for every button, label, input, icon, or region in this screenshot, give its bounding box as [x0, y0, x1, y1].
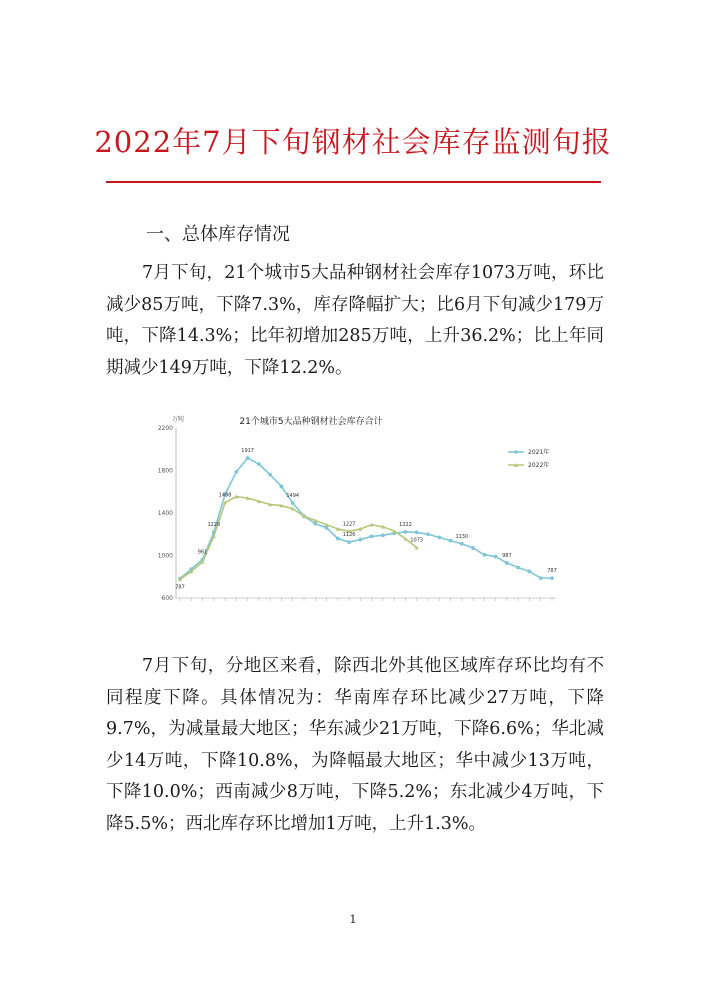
y-tick-label: 1400	[157, 510, 173, 517]
series-lines	[178, 456, 554, 581]
section-heading-overall-inventory: 一、总体库存情况	[146, 224, 290, 245]
title-divider	[106, 181, 601, 183]
point-2021	[482, 553, 486, 557]
data-label: 961	[197, 549, 208, 556]
point-2021	[426, 532, 430, 536]
point-2021	[325, 526, 329, 530]
point-2021	[313, 522, 317, 526]
series-line-2021年	[180, 458, 552, 578]
data-label: 1222	[399, 521, 412, 528]
y-axis-unit: 万吨	[172, 416, 185, 423]
data-labels	[175, 448, 557, 590]
y-axis	[158, 425, 176, 602]
y-tick-label: 2200	[157, 425, 173, 432]
point-2021	[528, 570, 532, 574]
point-2021	[381, 533, 385, 537]
data-label: 1126	[342, 532, 356, 539]
point-2021	[234, 470, 238, 474]
data-label: 1498	[218, 492, 232, 499]
point-2021	[404, 530, 408, 534]
point-2021	[370, 534, 374, 538]
point-2021	[358, 538, 362, 542]
inventory-line-chart	[146, 410, 566, 622]
data-label: 1494	[286, 493, 300, 500]
point-2021	[505, 561, 509, 565]
data-label: 1130	[455, 533, 469, 540]
legend-label-2021: 2021年	[528, 449, 550, 456]
data-label: 1073	[410, 537, 424, 544]
page-number: 1	[349, 913, 357, 926]
paragraph-overall-summary: 7月下旬，21个城市5大品种钢材社会库存1073万吨，环比减少85万吨，下降7.3%，库存降幅扩大；比6月下旬减少179万吨，下降14.3%；比年初增加285万吨，上升36.2%；比上年同期减少149万吨，下降12.2%。	[106, 263, 604, 378]
point-2021	[449, 539, 453, 543]
point-2021	[246, 456, 250, 460]
data-label: 1220	[207, 522, 221, 529]
data-label: 1917	[241, 448, 255, 455]
data-label: 1227	[342, 521, 356, 528]
point-2021	[347, 540, 351, 544]
point-2021	[550, 576, 554, 580]
point-2021	[437, 536, 441, 540]
point-2021	[494, 555, 498, 559]
point-2021	[516, 566, 520, 570]
legend	[508, 448, 549, 469]
point-2021	[280, 485, 284, 489]
data-label: 787	[547, 568, 557, 575]
chart-title: 21个城市5大品种钢材社会库存合计	[239, 417, 383, 427]
data-label: 987	[502, 552, 512, 559]
y-tick-label: 1000	[157, 552, 173, 560]
legend-label-2022: 2022年	[528, 462, 550, 469]
y-tick-label: 600	[161, 595, 173, 602]
page-title: 2022年7月下旬钢材社会库存监测旬报	[94, 125, 612, 159]
point-2021	[471, 546, 475, 550]
point-2021	[460, 542, 464, 546]
point-2021	[257, 462, 261, 466]
point-2021	[291, 501, 295, 505]
x-axis-ticks	[180, 598, 552, 601]
point-2021	[336, 537, 340, 541]
y-tick-label: 1800	[157, 467, 173, 475]
paragraph-regional-summary: 7月下旬，分地区来看，除西北外其他区域库存环比均有不同程度下降。具体情况为：华南库存环比减少27万吨，下降9.7%，为减量最大地区；华东减少21万吨，下降6.6%；华北减少14万吨，下降10.8%，为降幅最大地区；华中减少13万吨，下降10.0%；西南减少8万吨，下降5.2%；东北减少4万吨，下降5.5%；西北库存环比增加1万吨，上升1.3%。	[106, 656, 604, 834]
data-label: 787	[175, 584, 185, 591]
point-2021	[268, 473, 272, 477]
point-2021	[539, 576, 543, 580]
point-2021	[415, 530, 419, 534]
legend-marker-2021	[514, 450, 518, 454]
